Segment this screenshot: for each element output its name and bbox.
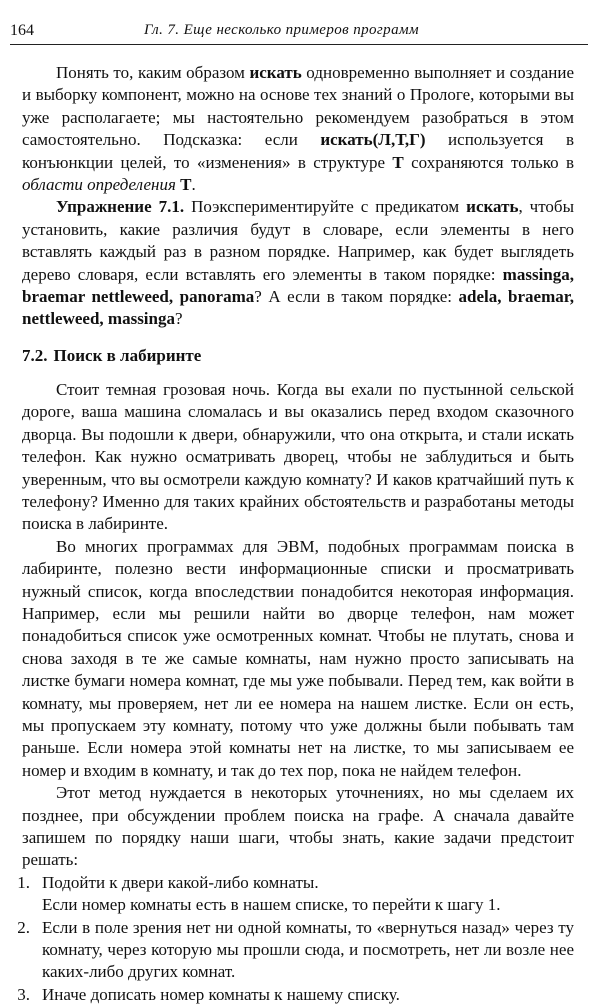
paragraph-programs: Во многих программах для ЭВМ, подобных программам поиска в лабиринте, полезно вести информационные списки и просматривать нужный список, когда впоследствии понадобится некоторая информация. Например, если мы решили найти во дворце телефон, нам может понадобиться список уже осмотренных комнат. Чтобы не плутать, снова и снова заходя в те же самые комнаты, нам нужно просто записывать на листке бумаги номера комнат, где мы уже побывали. Перед тем, как войти в комнату, мы проверяем, нет ли ее номера на нашем листке. Если он есть, мы пропускаем эту комнату, потому что уже должны были побывать там раньше. Если номера этой комнаты нет на листке, то мы записываем ее номер и входим в комнату, и так до тех пор, пока не найдем телефон.: [22, 536, 574, 780]
page-header: [10, 22, 588, 45]
exercise-label: Упражнение 7.1.: [56, 197, 185, 217]
word-sequence: adela, braemar, nettleweed, massinga: [22, 287, 574, 329]
section-title: Поиск в лабиринте: [53, 345, 202, 365]
list-item: [17, 917, 574, 984]
steps-list: [17, 872, 574, 1006]
step-text: Подойти к двери какой-либо комнаты.: [42, 872, 319, 892]
text-run: ?: [174, 309, 183, 329]
step-text: Если в поле зрения нет ни одной комнаты, то «вернуться назад» через ту комнату, через которую мы прошли сюда, и посмотреть, нет ли возле нее каких-либо других комнат.: [42, 917, 574, 982]
page-number: 164: [10, 22, 34, 39]
text-run: , чтобы установить, какие различия будут в словаре, если элементы в него вставлять каждый раз в разном порядке. Например, как будет выглядеть дерево словаря, если вставлять его элементы в таком порядке:: [22, 197, 575, 284]
step-text: Если номер комнаты есть в нашем списке, то перейти к шагу 1.: [42, 895, 501, 915]
page-body: [17, 62, 575, 1006]
predicate-name: искать: [466, 197, 519, 217]
paragraph-method: Этот метод нуждается в некоторых уточнениях, но мы сделаем их позднее, при обсуждении проблем поиска на графе. А сначала давайте запишем по порядку наши шаги, чтобы знать, какие задачи предстоит решать:: [22, 783, 574, 870]
text-run: Поэкспериментируйте с предикатом: [184, 197, 467, 217]
variable-name: Т: [180, 175, 192, 195]
list-item: [17, 872, 574, 917]
paragraph-story: Стоит темная грозовая ночь. Когда вы ехали по пустынной сельской дороге, ваша машина сломалась и вы оказались перед входом сказочного дворца. Вы подошли к двери, обнаружили, что она открыта, и стали искать телефон. Как нужно осматривать дворец, чтобы не заблудиться и быть уверенным, что вы осмотрели каждую комнату? И каков кратчайший путь к телефону? Именно для таких крайних обстоятельств и разработаны методы поиска в лабиринте.: [22, 379, 574, 534]
step-number: 3.: [17, 984, 30, 1004]
emphasis-term: области определения: [22, 175, 176, 195]
list-item: [17, 984, 574, 1006]
step-number: 2.: [17, 917, 30, 937]
text-run: ? А если в таком порядке:: [254, 287, 459, 307]
predicate-name: искать: [249, 63, 302, 82]
section-heading: [22, 345, 574, 367]
word-sequence: massinga, braemar nettleweed, panorama: [22, 264, 574, 307]
text-run: сохраняются только в: [403, 152, 574, 172]
predicate-call: искать(Л,Т,Г): [320, 130, 426, 150]
section-number: 7.2.: [22, 345, 48, 365]
running-title: Гл. 7. Еще несколько примеров программ: [144, 22, 419, 38]
text-run: одновременно выполняет и создание и выборку компонент, можно на основе тех знаний о Прологе, которыми вы уже располагаете; мы настоятельно рекомендуем разобраться в этом самостоятельно. Подсказка: если: [22, 63, 574, 150]
text-run: Понять то, каким образом: [56, 63, 250, 82]
paragraph-intro: [22, 62, 574, 196]
exercise-paragraph: [22, 196, 574, 330]
step-text: Иначе дописать номер комнаты к нашему списку.: [42, 984, 400, 1004]
text-run: используется в конъюнкции целей, то «изменения» в структуре: [22, 130, 574, 172]
text-run: .: [191, 175, 196, 195]
step-number: 1.: [17, 872, 30, 892]
variable-name: Т: [392, 152, 404, 172]
